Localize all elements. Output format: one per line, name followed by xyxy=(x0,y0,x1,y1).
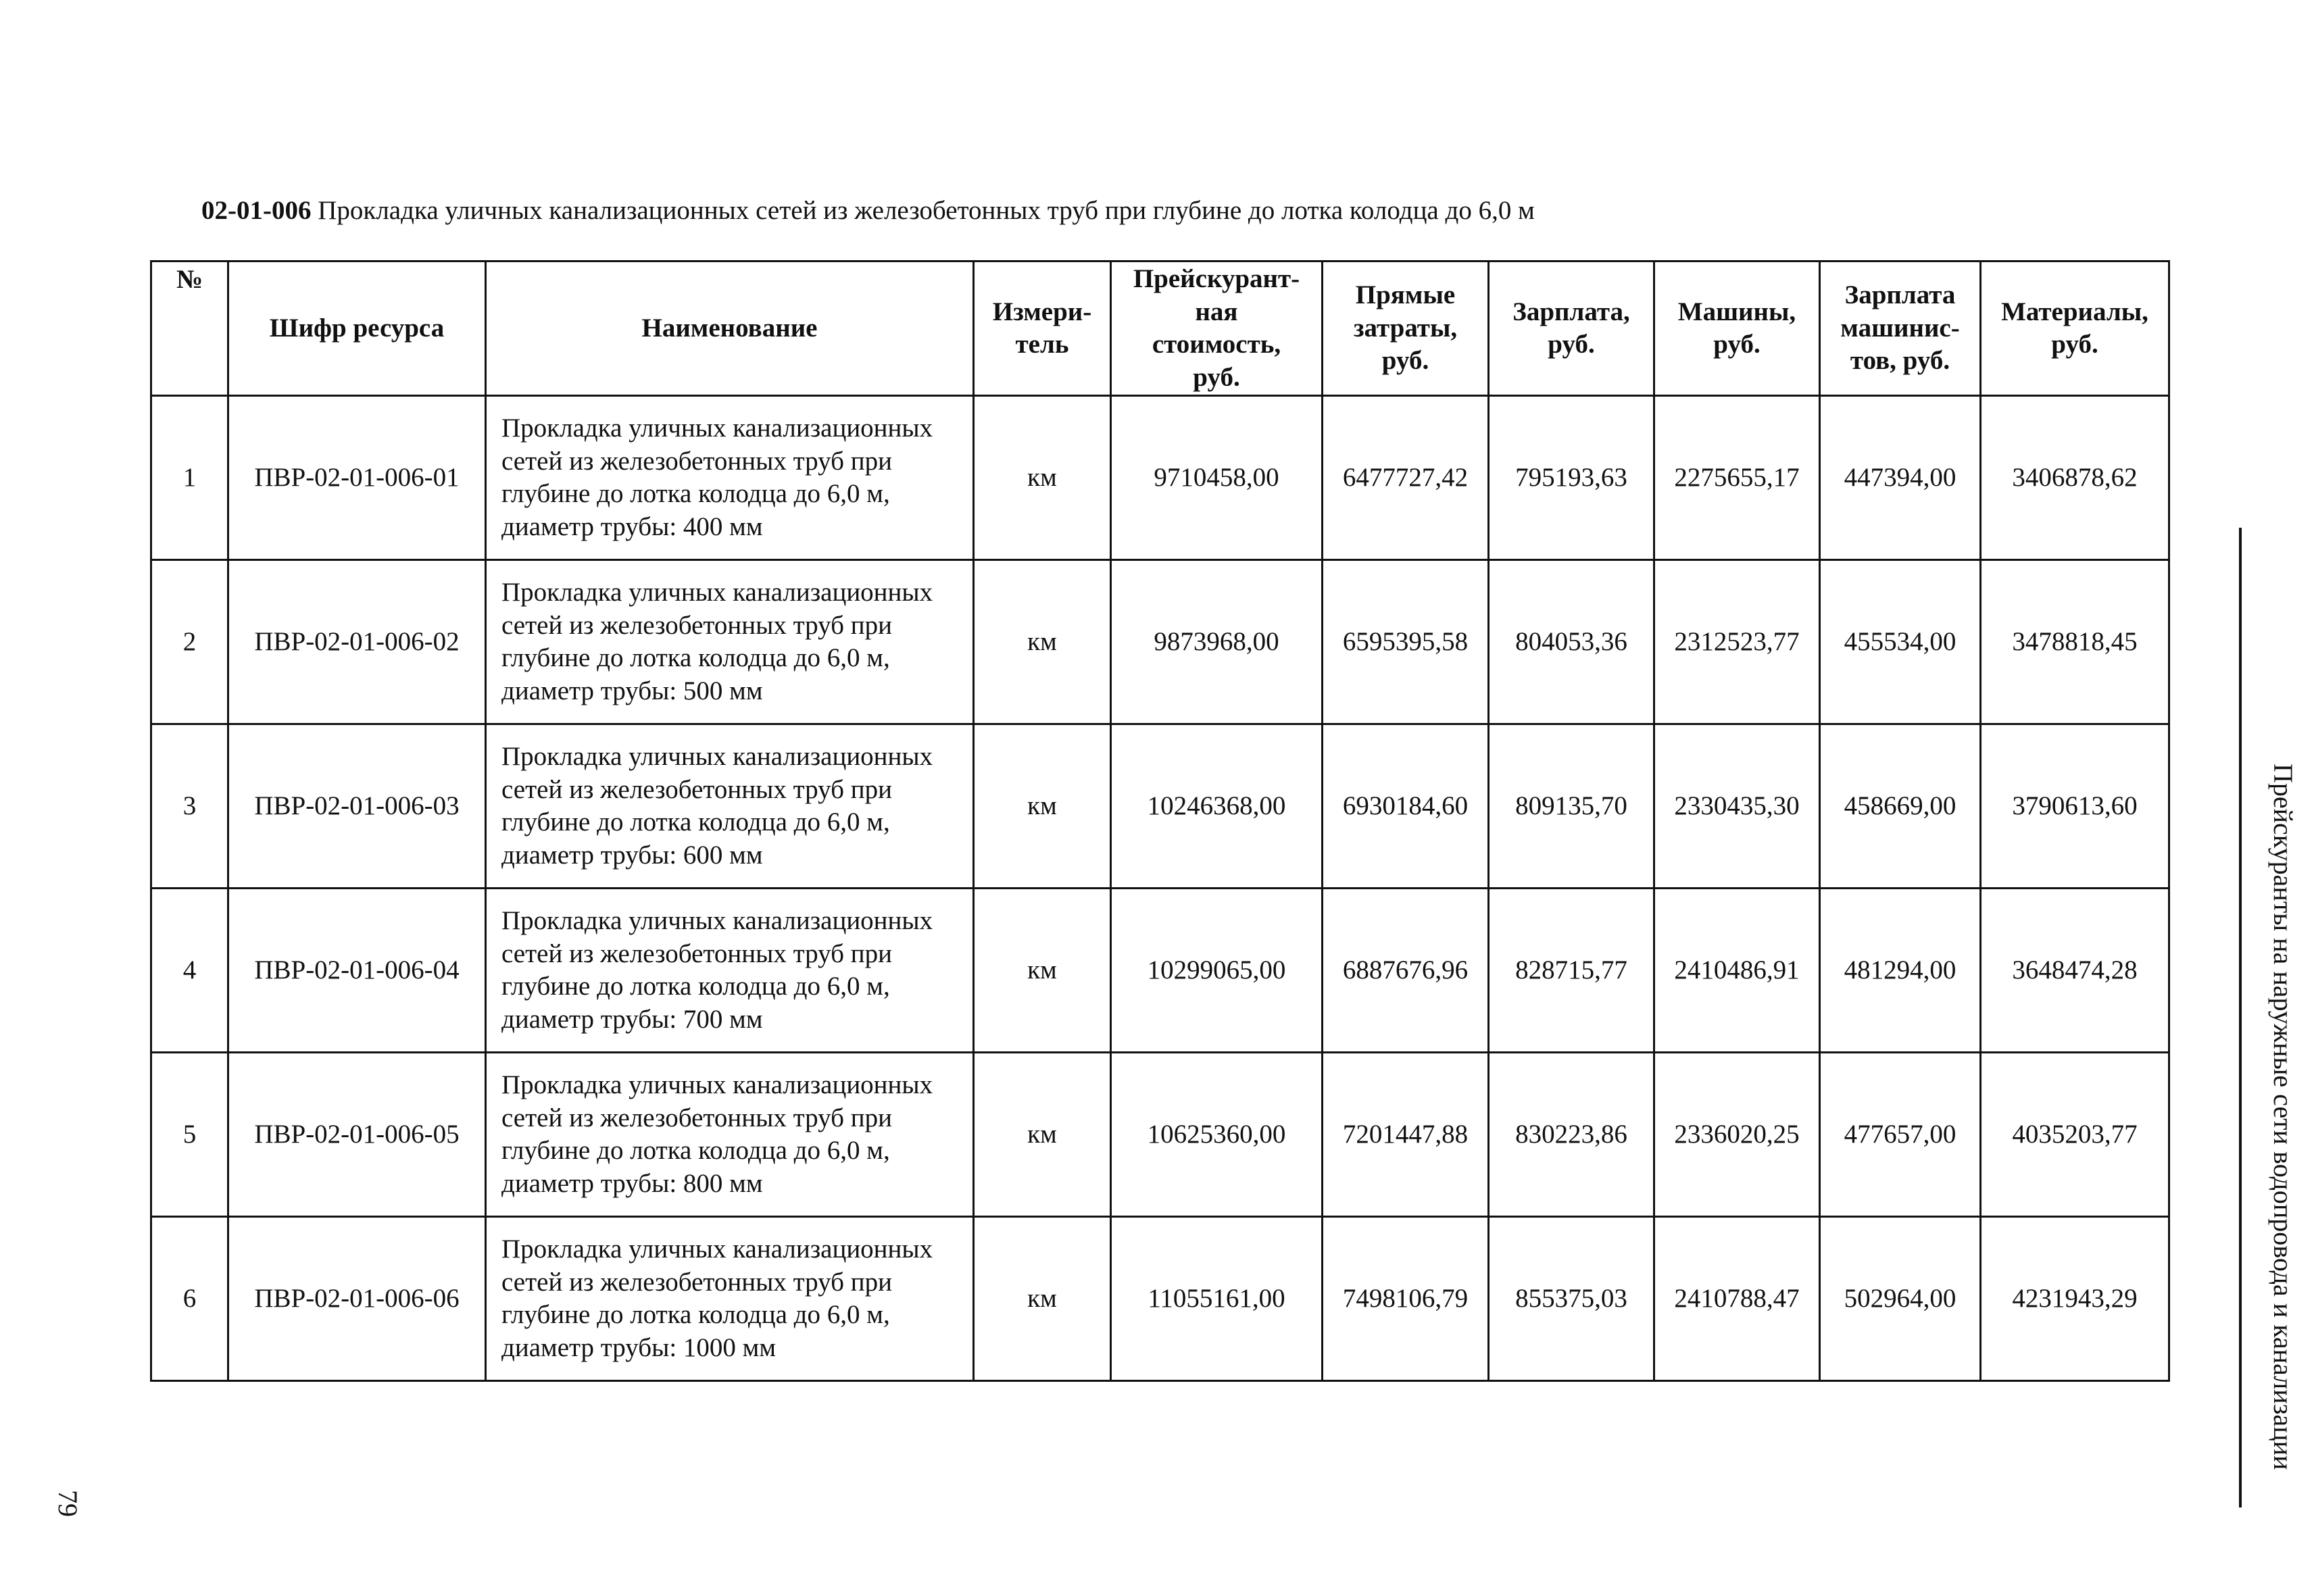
cell-code: ПВР-02-01-006-06 xyxy=(228,1217,486,1381)
cell-salary: 809135,70 xyxy=(1489,724,1654,889)
cell-unit: км xyxy=(974,396,1111,560)
cell-unit: км xyxy=(974,1053,1111,1217)
side-divider xyxy=(2239,528,2242,1507)
cell-name: Прокладка уличных канализационных сетей из железобетонных труб при глубине до лотка колодца до 6,0 м, диаметр трубы: 800 мм xyxy=(486,1053,974,1217)
cell-salary: 804053,36 xyxy=(1489,560,1654,724)
cell-operators: 455534,00 xyxy=(1820,560,1981,724)
cell-machines: 2312523,77 xyxy=(1654,560,1820,724)
cell-machines: 2410486,91 xyxy=(1654,889,1820,1053)
cell-num: 6 xyxy=(151,1217,228,1381)
table-row xyxy=(151,1217,2169,1381)
header-code: Шифр ресурса xyxy=(228,261,486,396)
cell-direct: 7498106,79 xyxy=(1323,1217,1489,1381)
table-row xyxy=(151,560,2169,724)
header-operators: Зарплата машинис- тов, руб. xyxy=(1820,261,1981,396)
cell-materials: 4231943,29 xyxy=(1981,1217,2169,1381)
cell-machines: 2410788,47 xyxy=(1654,1217,1820,1381)
cell-operators: 481294,00 xyxy=(1820,889,1981,1053)
cell-name: Прокладка уличных канализационных сетей из железобетонных труб при глубине до лотка колодца до 6,0 м, диаметр трубы: 700 мм xyxy=(486,889,974,1053)
cell-direct: 6887676,96 xyxy=(1323,889,1489,1053)
cell-operators: 477657,00 xyxy=(1820,1053,1981,1217)
table-header-row xyxy=(151,261,2169,396)
cell-name: Прокладка уличных канализационных сетей из железобетонных труб при глубине до лотка колодца до 6,0 м, диаметр трубы: 1000 мм xyxy=(486,1217,974,1381)
section-heading xyxy=(201,195,2094,227)
cell-name: Прокладка уличных канализационных сетей из железобетонных труб при глубине до лотка колодца до 6,0 м, диаметр трубы: 400 мм xyxy=(486,396,974,560)
cell-machines: 2336020,25 xyxy=(1654,1053,1820,1217)
side-running-title: Прейскуранты на наружные сети водопровода и канализации xyxy=(2268,764,2298,1470)
cell-num: 4 xyxy=(151,889,228,1053)
cell-direct: 6595395,58 xyxy=(1323,560,1489,724)
cell-price: 9873968,00 xyxy=(1111,560,1323,724)
header-direct: Прямые затраты, руб. xyxy=(1323,261,1489,396)
cell-unit: км xyxy=(974,889,1111,1053)
header-unit: Измери- тель xyxy=(974,261,1111,396)
header-salary: Зарплата, руб. xyxy=(1489,261,1654,396)
cell-price: 9710458,00 xyxy=(1111,396,1323,560)
header-num: № xyxy=(151,261,228,396)
table-row xyxy=(151,889,2169,1053)
cell-code: ПВР-02-01-006-01 xyxy=(228,396,486,560)
cell-materials: 3406878,62 xyxy=(1981,396,2169,560)
cell-materials: 3790613,60 xyxy=(1981,724,2169,889)
cell-salary: 830223,86 xyxy=(1489,1053,1654,1217)
cell-direct: 7201447,88 xyxy=(1323,1053,1489,1217)
section-code: 02-01-006 xyxy=(201,196,312,225)
header-name: Наименование xyxy=(486,261,974,396)
cell-materials: 3648474,28 xyxy=(1981,889,2169,1053)
cell-num: 2 xyxy=(151,560,228,724)
table-row xyxy=(151,396,2169,560)
cell-operators: 458669,00 xyxy=(1820,724,1981,889)
cell-price: 10625360,00 xyxy=(1111,1053,1323,1217)
cell-num: 5 xyxy=(151,1053,228,1217)
cell-price: 11055161,00 xyxy=(1111,1217,1323,1381)
cell-unit: км xyxy=(974,724,1111,889)
table-row xyxy=(151,1053,2169,1217)
cell-salary: 855375,03 xyxy=(1489,1217,1654,1381)
header-machines: Машины, руб. xyxy=(1654,261,1820,396)
section-title: Прокладка уличных канализационных сетей из железобетонных труб при глубине до лотка колодца до 6,0 м xyxy=(318,196,1535,225)
cell-materials: 4035203,77 xyxy=(1981,1053,2169,1217)
cell-direct: 6477727,42 xyxy=(1323,396,1489,560)
cell-operators: 447394,00 xyxy=(1820,396,1981,560)
cell-price: 10246368,00 xyxy=(1111,724,1323,889)
header-materials: Материалы, руб. xyxy=(1981,261,2169,396)
header-price: Прейскурант- ная стоимость, руб. xyxy=(1111,261,1323,396)
cell-machines: 2330435,30 xyxy=(1654,724,1820,889)
cell-machines: 2275655,17 xyxy=(1654,396,1820,560)
cell-code: ПВР-02-01-006-02 xyxy=(228,560,486,724)
cell-direct: 6930184,60 xyxy=(1323,724,1489,889)
cell-code: ПВР-02-01-006-04 xyxy=(228,889,486,1053)
table-row xyxy=(151,724,2169,889)
cell-unit: км xyxy=(974,560,1111,724)
cell-operators: 502964,00 xyxy=(1820,1217,1981,1381)
cell-unit: км xyxy=(974,1217,1111,1381)
cell-num: 1 xyxy=(151,396,228,560)
cell-name: Прокладка уличных канализационных сетей из железобетонных труб при глубине до лотка колодца до 6,0 м, диаметр трубы: 600 мм xyxy=(486,724,974,889)
cell-salary: 795193,63 xyxy=(1489,396,1654,560)
cell-materials: 3478818,45 xyxy=(1981,560,2169,724)
cell-code: ПВР-02-01-006-05 xyxy=(228,1053,486,1217)
price-table xyxy=(150,260,2170,1382)
cell-code: ПВР-02-01-006-03 xyxy=(228,724,486,889)
cell-price: 10299065,00 xyxy=(1111,889,1323,1053)
cell-name: Прокладка уличных канализационных сетей из железобетонных труб при глубине до лотка колодца до 6,0 м, диаметр трубы: 500 мм xyxy=(486,560,974,724)
cell-salary: 828715,77 xyxy=(1489,889,1654,1053)
page-number: 79 xyxy=(53,1490,83,1517)
cell-num: 3 xyxy=(151,724,228,889)
